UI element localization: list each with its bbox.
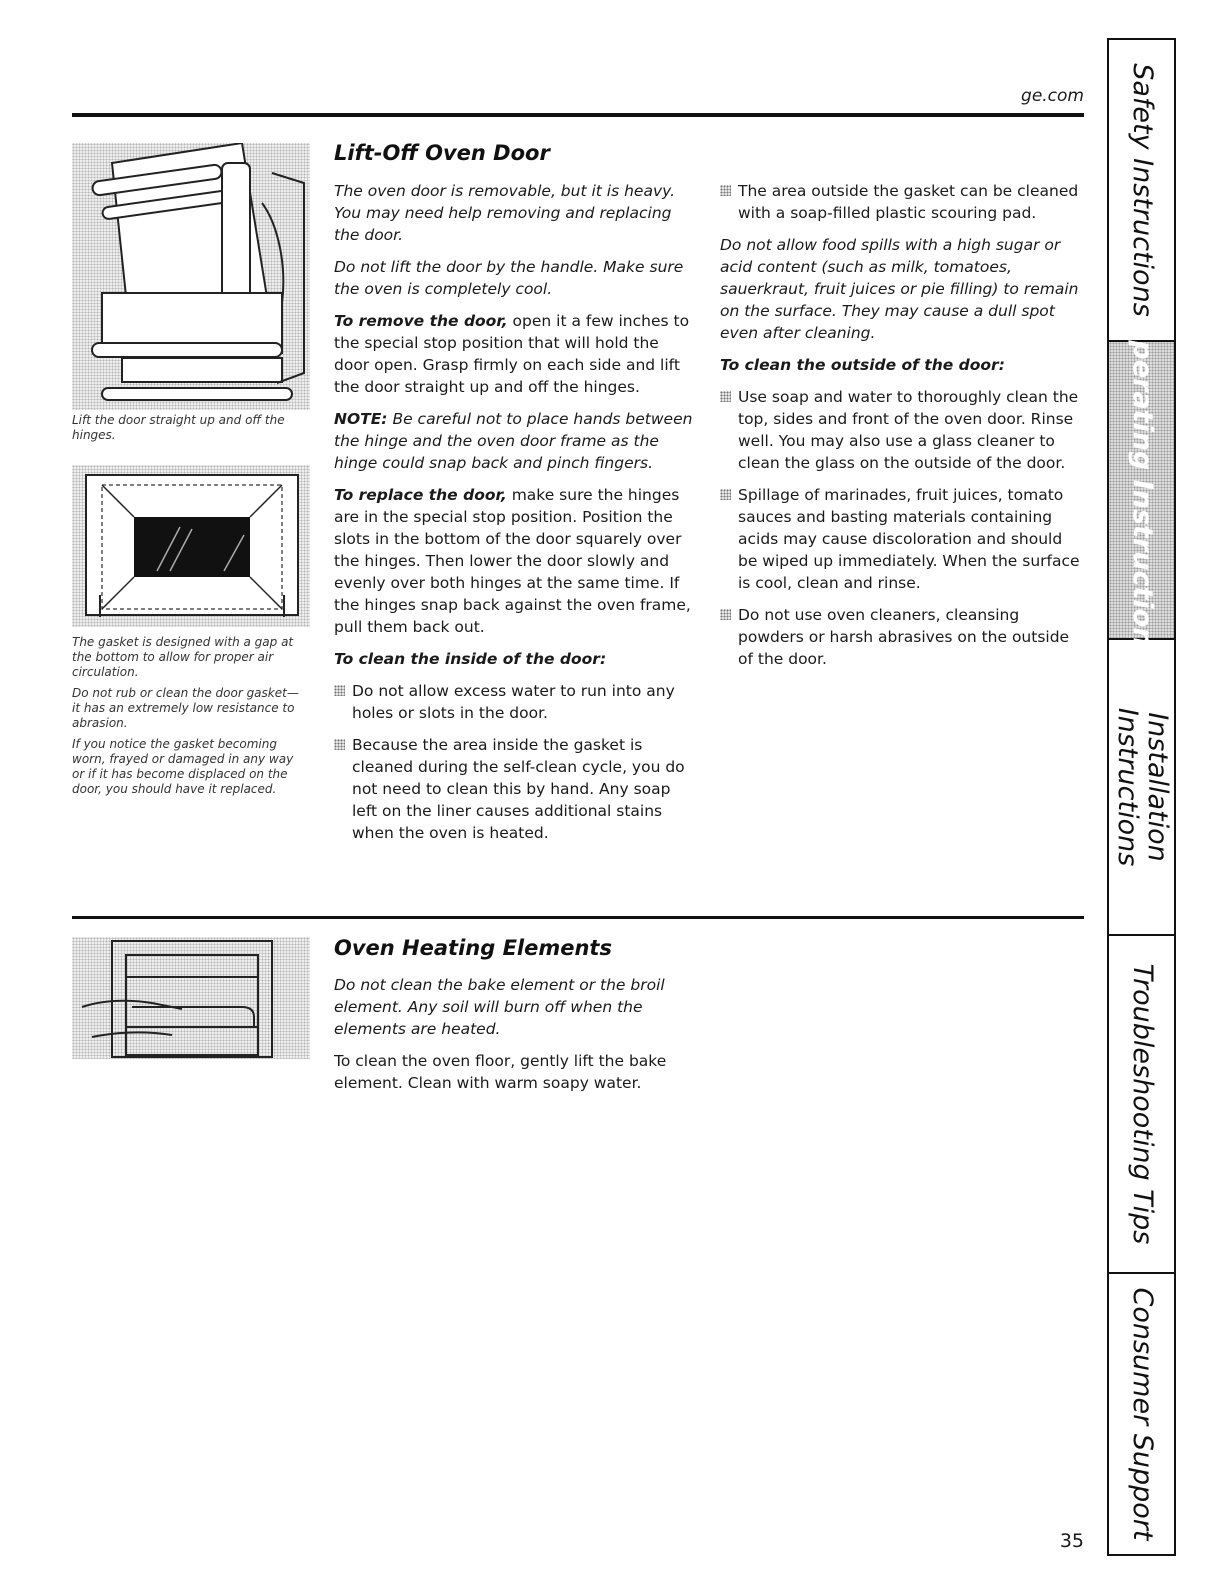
replace-text: make sure the hinges are in the special stop position. Position the slots in the bottom of the door squarely over the hinges. Then lower the door slowly and evenly over both hinges at the same time. If the hinges snap back against the oven frame, pull them back out. [334,486,691,636]
heating-title: Oven Heating Elements [334,936,612,960]
note-paragraph [334,408,698,474]
heating-column [334,974,698,1104]
lift-off-column-1 [334,180,698,854]
note-lead: NOTE: [334,410,388,428]
tab-safety-instructions[interactable] [1109,40,1174,342]
section-tabs [1107,38,1176,1556]
lift-off-warning: Do not lift the door by the handle. Make sure the oven is completely cool. [334,258,684,298]
outside-bullet-2-text: Spillage of marinades, fruit juices, tomato sauces and basting materials containing acids may cause discoloration and should be wiped up immediately. When the surface is cool, clean and rinse. [738,486,1080,592]
bullet-icon [720,489,731,500]
gasket-bullet-text: The area outside the gasket can be cleaned with a soap-filled plastic scouring pad. [738,182,1079,222]
outside-heading: To clean the outside of the door: [720,356,1005,374]
outside-bullet-1-text: Use soap and water to thoroughly clean the top, sides and front of the oven door. Rinse well. You may also use a glass cleaner to clean the glass on the outside of the door. [738,388,1079,472]
remove-lead: To remove the door, [334,312,508,330]
gasket-caption-3: If you notice the gasket becoming worn, frayed or damaged in any way or if it has become displaced on the door, you should have it replaced. [72,737,294,796]
tab-label: Consumer Support [1126,1287,1158,1541]
bullet-icon [720,391,731,402]
heating-text: To clean the oven floor, gently lift the bake element. Clean with warm soapy water. [334,1052,667,1092]
site-url: ge.com [1021,86,1084,106]
outside-bullet-3 [720,604,1084,670]
heating-warning: Do not clean the bake element or the broil element. Any soil will burn off when the elements are heated. [334,976,665,1038]
inside-bullet-2-text: Because the area inside the gasket is cleaned during the self-clean cycle, you do not need to clean this by hand. Any soap left on the liner causes additional stains when the oven is heated. [352,736,685,842]
gasket-caption-1: The gasket is designed with a gap at the bottom to allow for proper air circulation. [72,635,294,679]
bullet-icon [334,739,345,750]
heating-element-illustration [72,937,310,1059]
gasket-illustration [72,465,310,627]
tab-label: Safety Instructions [1126,63,1158,317]
tab-label: Operating Instructions [1126,317,1158,663]
door-lift-illustration [72,143,310,410]
outside-bullet-2 [720,484,1084,594]
lift-off-intro: The oven door is removable, but it is heavy. You may need help removing and replacing the door. [334,182,676,244]
top-rule [72,113,1084,117]
tab-troubleshooting-tips[interactable] [1109,936,1174,1274]
replace-paragraph [334,484,698,638]
inside-bullet-1 [334,680,698,724]
gasket-caption-2: Do not rub or clean the door gasket—it has an extremely low resistance to abrasion. [72,686,299,730]
inside-bullet-1-text: Do not allow excess water to run into any holes or slots in the door. [352,682,675,722]
tab-installation-instructions[interactable] [1109,640,1174,936]
outside-bullet-3-text: Do not use oven cleaners, cleansing powders or harsh abrasives on the outside of the door. [738,606,1070,668]
remove-text: open it a few inches to the special stop position that will hold the door open. Grasp firmly on each side and lift the door straight up and off the hinges. [334,312,690,396]
spill-warning: Do not allow food spills with a high sugar or acid content (such as milk, tomatoes, sauerkraut, fruit juices or pie filling) to remain on the surface. They may cause a dull spot even after cleaning. [720,236,1079,342]
inside-heading: To clean the inside of the door: [334,650,607,668]
tab-label: Troubleshooting Tips [1126,963,1158,1245]
section-rule [72,916,1084,919]
tab-label: Installation Instructions [1111,707,1173,867]
replace-lead: To replace the door, [334,486,507,504]
outside-bullet-1 [720,386,1084,474]
tab-consumer-support[interactable] [1109,1274,1174,1554]
door-caption [72,413,302,449]
page-number: 35 [1059,1530,1084,1552]
bullet-icon [720,609,731,620]
bullet-icon [720,185,731,196]
gasket-captions [72,635,302,803]
bullet-icon [334,685,345,696]
lift-off-title: Lift-Off Oven Door [334,141,550,165]
lift-off-column-2 [720,180,1084,680]
note-text: Be careful not to place hands between the hinge and the oven door frame as the hinge could snap back and pinch fingers. [334,410,693,472]
tab-operating-instructions[interactable] [1109,317,1174,663]
gasket-bullet [720,180,1084,224]
inside-bullet-2 [334,734,698,844]
door-caption-text: Lift the door straight up and off the hinges. [72,413,285,442]
remove-paragraph [334,310,698,398]
